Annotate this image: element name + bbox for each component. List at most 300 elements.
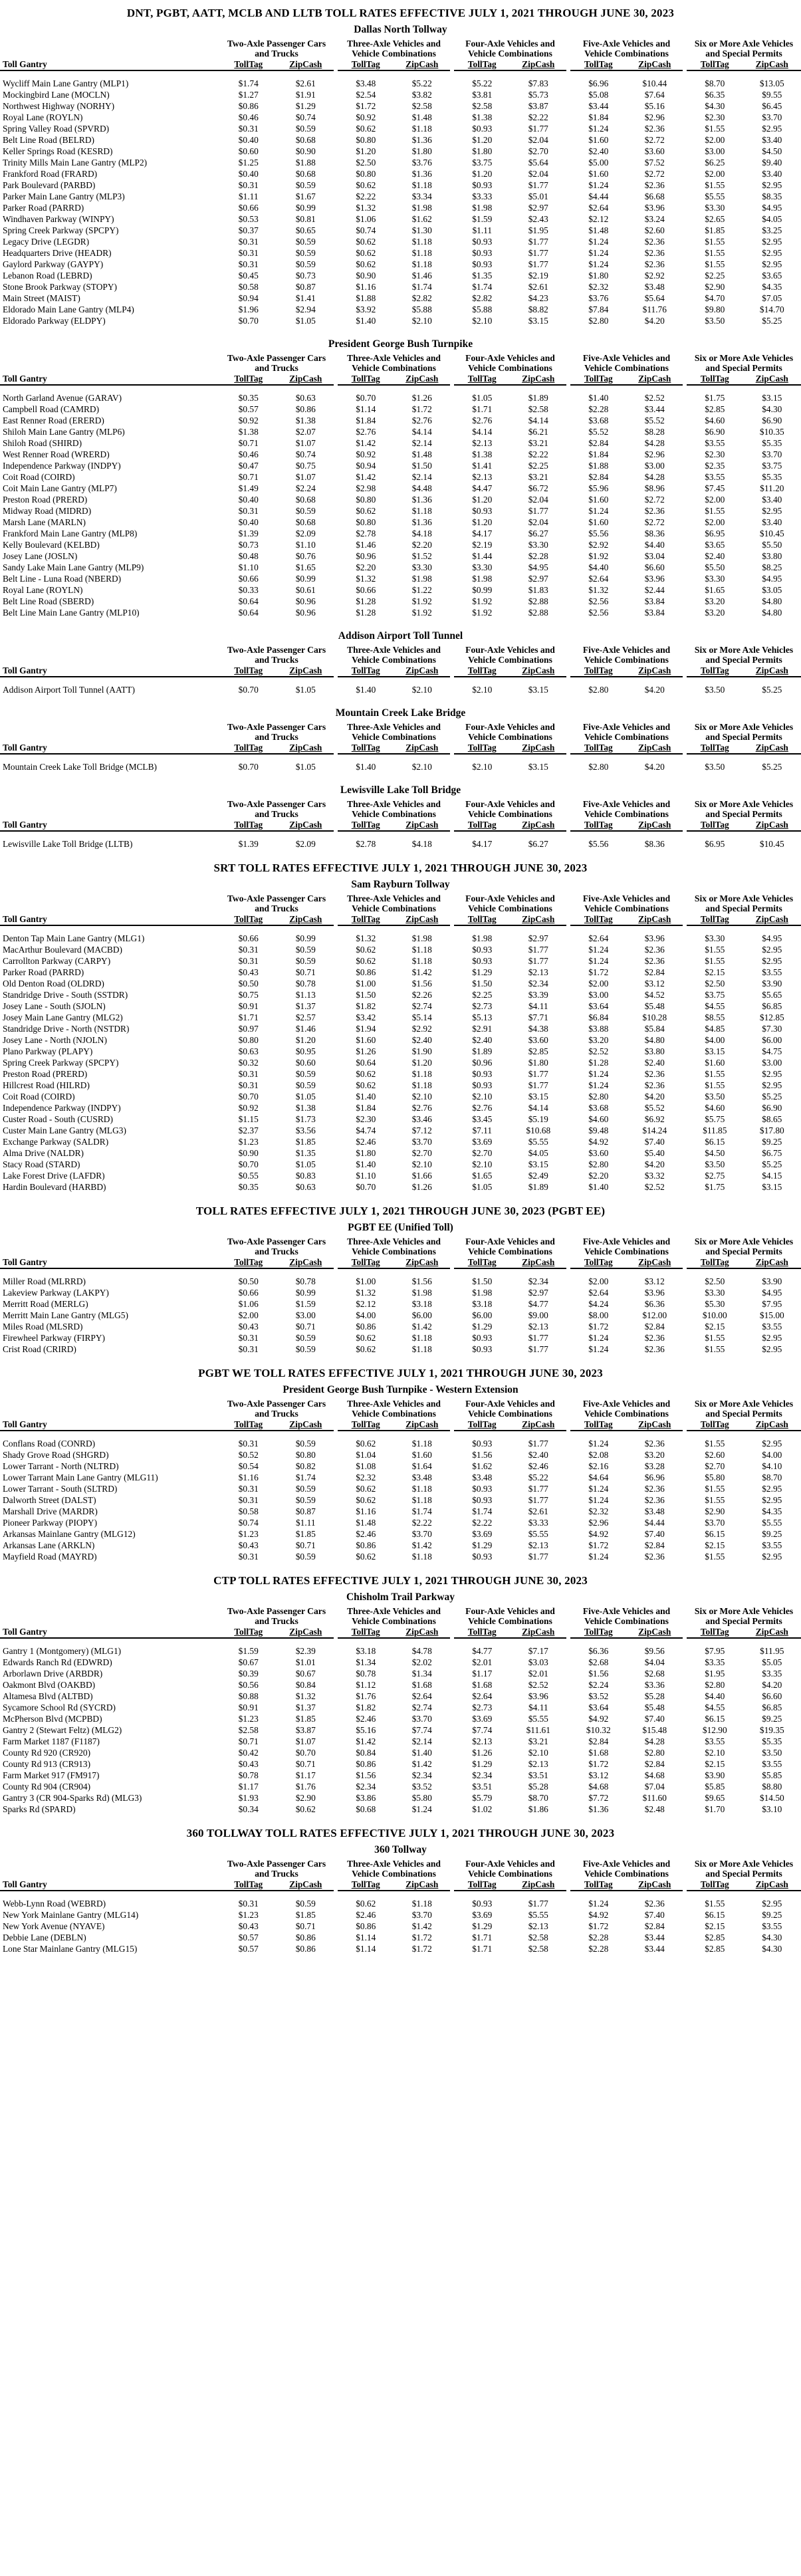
toll-rate: $4.77 [452, 1645, 511, 1657]
gantry-name: Lone Star Mainlane Gantry (MLG15) [3, 1944, 138, 1954]
table-row [0, 528, 801, 539]
toll-rate: $5.25 [762, 685, 782, 695]
toll-rate: $2.84 [568, 471, 627, 483]
toll-rate: $1.42 [411, 1759, 432, 1769]
table-row [0, 989, 801, 1000]
toll-rate: $0.78 [295, 979, 316, 989]
toll-rate: $1.40 [336, 761, 394, 772]
gantry-name: North Garland Avenue (GARAV) [3, 393, 122, 403]
toll-rate: $0.90 [336, 270, 394, 281]
toll-rate: $0.66 [238, 574, 259, 584]
gantry-name: Frankford Road (FRARD) [3, 169, 98, 179]
toll-rate: $2.20 [411, 540, 432, 550]
toll-rate: $7.45 [685, 483, 743, 494]
toll-rate: $2.36 [644, 1439, 665, 1449]
tolltag-header: TollTag [336, 1626, 394, 1638]
toll-rate: $4.20 [644, 1159, 665, 1169]
rate-section [0, 1827, 801, 1954]
toll-rate: $0.75 [238, 990, 259, 1000]
zipcash-header: ZipCash [743, 742, 801, 754]
table-row [0, 404, 801, 415]
toll-rate: $4.80 [762, 608, 782, 618]
toll-rate: $0.48 [238, 551, 259, 561]
toll-rate: $1.32 [336, 202, 394, 213]
toll-rate: $2.36 [644, 124, 665, 134]
toll-rate: $2.46 [336, 1528, 394, 1540]
toll-rate: $3.21 [528, 472, 548, 482]
table-row [0, 1321, 801, 1332]
toll-gantry-header: Toll Gantry [0, 1256, 219, 1268]
toll-rate: $0.60 [295, 1058, 316, 1068]
toll-rate: $1.55 [685, 1332, 743, 1344]
toll-rate: $1.74 [452, 1506, 511, 1517]
table-row [0, 134, 801, 146]
toll-rate: $1.20 [411, 1058, 432, 1068]
gantry-name: Addison Airport Toll Tunnel (AATT) [3, 685, 135, 695]
toll-rate: $1.88 [568, 460, 627, 471]
toll-rate: $0.63 [238, 1046, 259, 1056]
toll-rate: $4.40 [568, 562, 627, 573]
toll-rate: $3.20 [685, 596, 743, 607]
gantry-name: Alma Drive (NALDR) [3, 1148, 84, 1158]
toll-rate: $3.86 [336, 1792, 394, 1804]
toll-rate: $1.05 [295, 762, 316, 772]
toll-rate: $8.70 [685, 78, 743, 89]
toll-rate: $0.93 [452, 1494, 511, 1506]
gantry-name: Arkansas Lane (ARKLN) [3, 1540, 95, 1550]
toll-rate: $2.22 [411, 1518, 432, 1528]
toll-rate: $9.40 [762, 158, 782, 168]
toll-rate: $3.20 [685, 607, 743, 618]
toll-rate: $0.94 [336, 460, 394, 471]
table-row [0, 304, 801, 315]
zipcash-header: ZipCash [627, 819, 685, 831]
toll-rate: $3.40 [762, 495, 782, 505]
toll-rate: $3.03 [528, 1657, 548, 1667]
toll-rate: $0.58 [238, 282, 259, 292]
zipcash-header: ZipCash [278, 373, 336, 385]
blank-header-cell [0, 1605, 219, 1626]
toll-rate: $1.24 [411, 1804, 432, 1814]
toll-rate: $1.77 [528, 1080, 548, 1090]
toll-rate: $1.66 [411, 1171, 432, 1181]
table-row [0, 1747, 801, 1758]
toll-rate: $2.19 [528, 271, 548, 281]
toll-rate: $3.34 [411, 191, 432, 201]
tolltag-header: TollTag [568, 1879, 627, 1891]
zipcash-header: ZipCash [511, 665, 569, 677]
toll-rate: $0.42 [238, 1748, 259, 1758]
gantry-name: Arborlawn Drive (ARBDR) [3, 1669, 103, 1679]
toll-rate: $1.05 [295, 1159, 316, 1169]
toll-rate: $3.87 [295, 1725, 316, 1735]
toll-rate: $1.85 [295, 1529, 316, 1539]
toll-rate: $5.55 [528, 1910, 548, 1920]
toll-rate: $3.04 [644, 551, 665, 561]
toll-rate: $1.74 [411, 282, 432, 292]
vehicle-class-header: Two-Axle Passenger Cars and Trucks [227, 1399, 326, 1419]
zipcash-header: ZipCash [743, 1879, 801, 1891]
toll-rate: $4.95 [762, 933, 782, 943]
toll-rate: $2.92 [568, 539, 627, 550]
toll-rate: $0.71 [238, 438, 259, 448]
zipcash-header: ZipCash [511, 1626, 569, 1638]
toll-rate: $6.90 [762, 1103, 782, 1113]
toll-rate: $1.73 [295, 1114, 316, 1124]
toll-rate: $4.60 [685, 415, 743, 426]
zipcash-header: ZipCash [743, 1419, 801, 1431]
toll-rate: $4.75 [762, 1046, 782, 1056]
toll-rate: $3.30 [411, 562, 432, 572]
gantry-name: Royal Lane (ROYLN) [3, 112, 83, 122]
toll-rate: $3.70 [685, 1517, 743, 1528]
toll-rate: $6.92 [644, 1114, 665, 1124]
toll-rate: $2.44 [644, 585, 665, 595]
toll-rate: $2.00 [568, 978, 627, 989]
toll-rate: $5.35 [762, 438, 782, 448]
toll-rate: $3.75 [685, 989, 743, 1000]
toll-rate: $1.24 [568, 123, 627, 134]
toll-rate: $0.62 [336, 179, 394, 191]
toll-rate: $2.74 [411, 1702, 432, 1712]
toll-rate: $2.72 [644, 517, 665, 527]
toll-gantry-header: Toll Gantry [0, 742, 219, 754]
toll-rate: $3.48 [336, 78, 394, 89]
toll-rate: $3.15 [528, 316, 548, 326]
toll-rate: $4.11 [528, 1001, 548, 1011]
gantry-name: Frankford Main Lane Gantry (MLP8) [3, 528, 138, 538]
table-row [0, 562, 801, 573]
gantry-name: Edwards Ranch Rd (EDWRD) [3, 1657, 112, 1667]
zipcash-header: ZipCash [394, 913, 453, 925]
toll-rate: $1.40 [336, 684, 394, 695]
toll-rate: $1.85 [295, 1714, 316, 1724]
toll-rate: $0.43 [238, 1759, 259, 1769]
toll-rate: $0.52 [238, 1450, 259, 1460]
toll-rate: $2.02 [411, 1657, 432, 1667]
vehicle-class-header: Three-Axle Vehicles and Vehicle Combinations [336, 1605, 452, 1626]
table-row [0, 1344, 801, 1355]
toll-rate: $1.55 [685, 1438, 743, 1449]
vehicle-class-header: Five-Axle Vehicles and Vehicle Combinations [568, 1857, 685, 1879]
toll-rate: $0.43 [238, 967, 259, 977]
toll-rate: $6.00 [452, 1310, 511, 1321]
gantry-name: Legacy Drive (LEGDR) [3, 237, 90, 247]
zipcash-header: ZipCash [627, 373, 685, 385]
toll-rate: $5.88 [452, 304, 511, 315]
toll-rate: $0.62 [336, 1344, 394, 1355]
table-row [0, 1310, 801, 1321]
toll-rate: $1.23 [238, 1529, 259, 1539]
toll-rate: $1.07 [295, 472, 316, 482]
toll-rate: $3.51 [528, 1770, 548, 1780]
toll-rate: $1.50 [336, 989, 394, 1000]
tolltag-header: TollTag [219, 1256, 278, 1268]
toll-rate: $5.40 [644, 1148, 665, 1158]
toll-rate: $0.92 [336, 112, 394, 123]
toll-rate: $1.55 [685, 955, 743, 967]
toll-rate: $2.09 [295, 839, 316, 849]
toll-rate: $2.95 [762, 945, 782, 955]
table-row [0, 1781, 801, 1792]
toll-rate: $0.43 [238, 1540, 259, 1550]
toll-rate: $1.39 [238, 528, 259, 538]
toll-rate: $2.88 [528, 596, 548, 606]
vehicle-class-header: Three-Axle Vehicles and Vehicle Combinations [336, 798, 452, 819]
toll-rate: $1.18 [411, 945, 432, 955]
toll-rate: $1.24 [568, 1898, 627, 1909]
toll-rate: $2.52 [644, 393, 665, 403]
toll-rate: $4.30 [685, 100, 743, 112]
toll-rate: $2.91 [452, 1023, 511, 1034]
toll-rate: $4.35 [762, 282, 782, 292]
vehicle-class-header: Four-Axle Vehicles and Vehicle Combinations [452, 892, 568, 913]
table-row [0, 146, 801, 157]
toll-rate: $1.82 [336, 1702, 394, 1713]
toll-rate: $1.77 [528, 945, 548, 955]
toll-rate: $1.38 [452, 449, 511, 460]
toll-rate: $2.00 [685, 168, 743, 179]
toll-rate: $3.76 [568, 293, 627, 304]
section-sub-title: Dallas North Tollway [354, 24, 447, 35]
table-row [0, 78, 801, 89]
gantry-name: Crist Road (CRIRD) [3, 1344, 76, 1354]
toll-rate: $3.50 [685, 761, 743, 772]
toll-rate: $0.78 [295, 1276, 316, 1286]
toll-rate: $2.85 [528, 1046, 548, 1056]
toll-rate: $3.52 [411, 1782, 432, 1792]
table-row [0, 293, 801, 304]
toll-rate: $4.23 [528, 293, 548, 303]
toll-gantry-header: Toll Gantry [0, 1879, 219, 1891]
toll-rate: $2.80 [568, 761, 627, 772]
toll-rate: $9.00 [528, 1310, 548, 1320]
toll-rate: $1.20 [452, 134, 511, 146]
toll-rate: $3.15 [528, 1159, 548, 1169]
table-row [0, 1943, 801, 1954]
gantry-name: Parker Road (PARRD) [3, 967, 84, 977]
table-row [0, 573, 801, 584]
toll-rate: $2.10 [411, 316, 432, 326]
toll-rate: $3.69 [452, 1136, 511, 1147]
toll-rate: $5.25 [762, 1092, 782, 1102]
toll-rate: $5.80 [685, 1472, 743, 1483]
toll-rate: $1.98 [411, 1288, 432, 1298]
toll-rate: $6.90 [685, 426, 743, 437]
toll-rate: $0.31 [238, 248, 259, 258]
table-row [0, 1034, 801, 1046]
vehicle-class-header: Three-Axle Vehicles and Vehicle Combinations [336, 352, 452, 373]
toll-rate: $2.46 [336, 1713, 394, 1724]
toll-rate: $0.63 [295, 393, 316, 403]
vehicle-class-header: Two-Axle Passenger Cars and Trucks [227, 645, 326, 665]
toll-rate: $1.67 [295, 191, 316, 201]
tolltag-header: TollTag [685, 665, 743, 677]
blank-header-cell [0, 644, 219, 665]
toll-rate: $2.46 [336, 1909, 394, 1921]
gantry-name: Mountain Creek Lake Toll Bridge (MCLB) [3, 762, 157, 772]
toll-rate: $0.74 [336, 225, 394, 236]
zipcash-header: ZipCash [743, 59, 801, 70]
toll-rate: $3.82 [411, 90, 432, 100]
toll-rate: $2.22 [528, 449, 548, 459]
toll-rate: $1.26 [336, 1046, 394, 1057]
rate-table [0, 1857, 801, 1954]
toll-rate: $0.91 [238, 1001, 259, 1011]
toll-rate: $2.10 [528, 1748, 548, 1758]
toll-rate: $1.17 [295, 1770, 316, 1780]
toll-rate: $0.70 [295, 1748, 316, 1758]
toll-rate: $0.86 [295, 1944, 316, 1954]
tolltag-header: TollTag [568, 1419, 627, 1431]
toll-rate: $1.40 [568, 1181, 627, 1193]
toll-rate: $1.50 [452, 978, 511, 989]
toll-rate: $2.00 [685, 517, 743, 528]
table-row [0, 1170, 801, 1181]
toll-rate: $2.40 [568, 146, 627, 157]
toll-rate: $0.70 [238, 685, 259, 695]
toll-rate: $0.86 [238, 101, 259, 111]
toll-rate: $1.60 [568, 494, 627, 505]
toll-rate: $7.17 [528, 1646, 548, 1656]
toll-rate: $2.84 [644, 1322, 665, 1332]
toll-rate: $3.55 [762, 1540, 782, 1550]
vehicle-class-header: Five-Axle Vehicles and Vehicle Combinations [568, 37, 685, 59]
toll-rate: $5.01 [528, 191, 548, 201]
toll-rate: $0.57 [238, 404, 259, 414]
toll-rate: $0.81 [295, 214, 316, 224]
vehicle-class-header: Six or More Axle Vehicles and Special Permits [685, 644, 801, 665]
vehicle-class-header: Two-Axle Passenger Cars and Trucks [227, 799, 326, 819]
toll-rate: $1.55 [685, 1344, 743, 1355]
toll-rate: $2.43 [528, 214, 548, 224]
toll-rate: $6.15 [685, 1528, 743, 1540]
toll-rate: $2.28 [568, 1932, 627, 1943]
toll-rate: $0.93 [452, 955, 511, 967]
toll-rate: $0.76 [295, 551, 316, 561]
toll-rate: $3.64 [568, 1702, 627, 1713]
gantry-name: Stone Brook Parkway (STOPY) [3, 282, 117, 292]
toll-rate: $4.05 [762, 214, 782, 224]
toll-rate: $1.36 [411, 495, 432, 505]
rate-section [0, 707, 801, 772]
zipcash-header: ZipCash [511, 59, 569, 70]
toll-rate: $1.55 [685, 1080, 743, 1091]
toll-rate: $4.28 [644, 1736, 665, 1746]
toll-rate: $2.10 [411, 762, 432, 772]
toll-rate: $7.40 [644, 1529, 665, 1539]
toll-rate: $2.40 [685, 550, 743, 562]
toll-rate: $4.60 [568, 1113, 627, 1125]
toll-rate: $1.86 [528, 1804, 548, 1814]
tolltag-header: TollTag [685, 1256, 743, 1268]
toll-rate: $1.72 [568, 1758, 627, 1770]
gantry-name: Custer Road - South (CUSRD) [3, 1114, 113, 1124]
toll-rate: $0.31 [238, 1439, 259, 1449]
toll-rate: $5.50 [685, 562, 743, 573]
toll-rate: $2.95 [762, 248, 782, 258]
toll-rate: $2.84 [644, 1759, 665, 1769]
table-row [0, 494, 801, 505]
toll-rate: $0.62 [336, 944, 394, 955]
toll-rate: $3.44 [644, 1944, 665, 1954]
rate-section [0, 1367, 801, 1562]
toll-rate: $0.31 [238, 956, 259, 966]
gantry-name: Headquarters Drive (HEADR) [3, 248, 112, 258]
gantry-name: Arkansas Mainlane Gantry (MLG12) [3, 1529, 136, 1539]
toll-rate: $3.88 [568, 1023, 627, 1034]
rate-table [0, 644, 801, 695]
toll-rate: $3.50 [685, 1091, 743, 1102]
toll-rate: $3.52 [568, 1691, 627, 1702]
toll-rate: $1.98 [452, 1287, 511, 1298]
zipcash-header: ZipCash [278, 1256, 336, 1268]
gantry-name: Belt Line Road (BELRD) [3, 135, 94, 145]
toll-rate: $3.18 [411, 1299, 432, 1309]
toll-rate: $2.58 [411, 101, 432, 111]
vehicle-class-header: Two-Axle Passenger Cars and Trucks [227, 722, 326, 742]
toll-rate: $5.28 [644, 1691, 665, 1701]
toll-rate: $4.95 [762, 203, 782, 213]
toll-rate: $2.34 [336, 1781, 394, 1792]
table-row [0, 1691, 801, 1702]
toll-rate: $10.68 [526, 1125, 551, 1135]
toll-rate: $2.92 [411, 1024, 432, 1034]
toll-rate: $3.33 [452, 191, 511, 202]
toll-rate: $4.50 [685, 1147, 743, 1159]
toll-rate: $4.14 [528, 415, 548, 425]
toll-rate: $4.38 [528, 1024, 548, 1034]
toll-rate: $2.24 [295, 483, 316, 493]
toll-rate: $4.64 [568, 1472, 627, 1483]
gantry-name: Josey Main Lane Gantry (MLG2) [3, 1012, 123, 1022]
section-main-title: PGBT WE TOLL RATES EFFECTIVE JULY 1, 2021 THROUGH JUNE 30, 2023 [198, 1367, 603, 1379]
gantry-name: County Rd 913 (CR913) [3, 1759, 91, 1769]
table-row [0, 1438, 801, 1449]
toll-rate: $2.13 [528, 1322, 548, 1332]
section-sub-title: Addison Airport Toll Tunnel [338, 630, 463, 642]
toll-rate: $2.30 [685, 449, 743, 460]
toll-rate: $1.42 [336, 471, 394, 483]
toll-rate: $0.78 [238, 1770, 259, 1780]
gantry-name: Windhaven Parkway (WINPY) [3, 214, 114, 224]
table-row [0, 584, 801, 596]
toll-rate: $2.95 [762, 259, 782, 269]
toll-rate: $2.84 [568, 437, 627, 449]
toll-rate: $4.40 [685, 1691, 743, 1702]
vehicle-class-header: Two-Axle Passenger Cars and Trucks [227, 1859, 326, 1879]
toll-rate: $3.15 [528, 762, 548, 772]
toll-rate: $1.84 [336, 415, 394, 426]
gantry-name: Gantry 3 (CR 904-Sparks Rd) (MLG3) [3, 1793, 142, 1803]
toll-rate: $0.93 [452, 259, 511, 270]
toll-rate: $4.20 [644, 762, 665, 772]
toll-rate: $0.96 [452, 1057, 511, 1068]
toll-rate: $1.23 [238, 1714, 259, 1724]
table-row [0, 517, 801, 528]
toll-rate: $2.65 [685, 213, 743, 225]
vehicle-class-header: Three-Axle Vehicles and Vehicle Combinations [336, 721, 452, 742]
toll-rate: $2.78 [336, 838, 394, 850]
toll-rate: $2.98 [336, 483, 394, 494]
gantry-name: Lewisville Lake Toll Bridge (LLTB) [3, 839, 133, 849]
zipcash-header: ZipCash [743, 665, 801, 677]
toll-rate: $0.96 [295, 596, 316, 606]
tolltag-header: TollTag [452, 665, 511, 677]
toll-rate: $8.00 [568, 1310, 627, 1321]
toll-rate: $1.59 [295, 1299, 316, 1309]
toll-rate: $0.80 [295, 1450, 316, 1460]
